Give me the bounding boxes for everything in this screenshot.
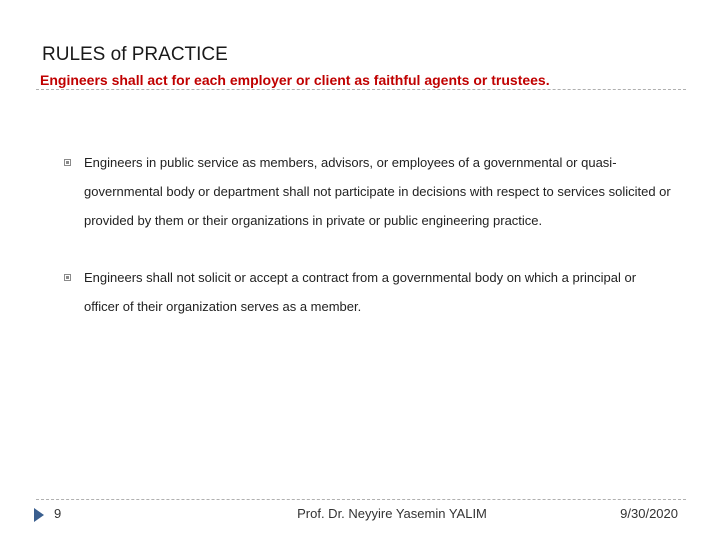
slide-subtitle: Engineers shall act for each employer or client as faithful agents or trustees. [40, 72, 550, 88]
title-divider [36, 89, 686, 90]
page-number: 9 [54, 506, 62, 521]
bullet-text: Engineers shall not solicit or accept a contract from a governmental body on which a principal or officer of their organization serves as a member. [84, 270, 637, 314]
square-bullet-icon [64, 274, 71, 281]
footer-divider [36, 499, 686, 500]
bullet-list [64, 148, 674, 349]
square-bullet-icon [64, 159, 71, 166]
bullet-item [64, 148, 674, 235]
bullet-item [64, 263, 674, 321]
slide-title: RULES of PRACTICE [42, 44, 228, 65]
triangle-right-icon [33, 507, 45, 523]
footer-author: Prof. Dr. Neyyire Yasemin YALIM [297, 506, 487, 521]
footer-date: 9/30/2020 [620, 506, 678, 521]
bullet-text: Engineers in public service as members, advisors, or employees of a governmental or quasi-governmental body or department shall not participate in decisions with respect to services solicited or provided by them or their organizations in private or public engineering practice. [84, 155, 671, 228]
